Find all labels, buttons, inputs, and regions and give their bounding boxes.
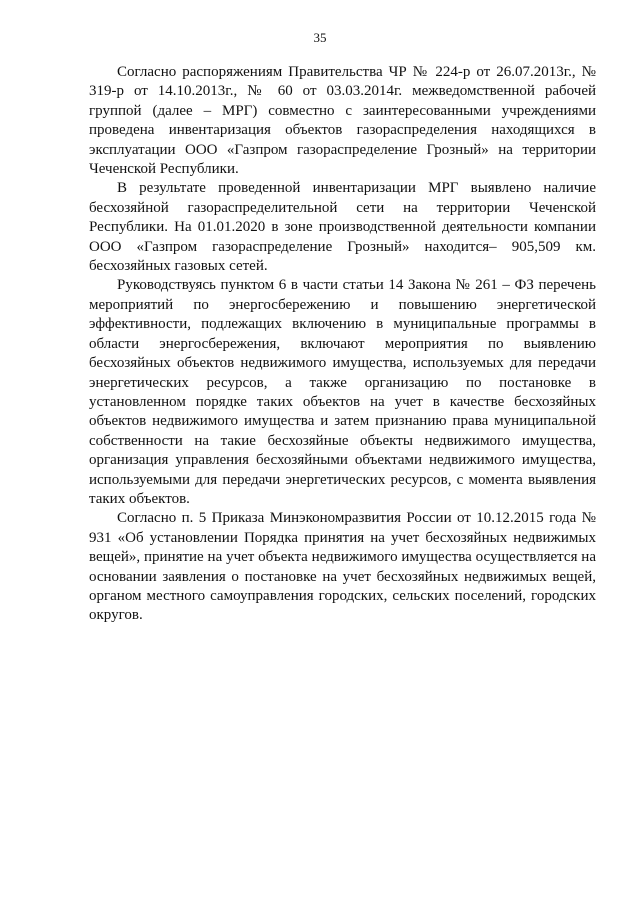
paragraph-order-931: Согласно п. 5 Приказа Минэкономразвития России от 10.12.2015 года № 931 «Об установлении Порядка принятия на учет бесхозяйных недвижимых вещей», принятие на учет объекта недвижимого имущества осуществляется на основании заявления о постановке на учет бесхозяйных недвижимых вещей, органом местного самоуправления городских, сельских поселений, городских округов. — [89, 510, 596, 624]
page-number: 35 — [313, 30, 327, 45]
paragraph-law-261: Руководствуясь пунктом 6 в части статьи 14 Закона № 261 – ФЗ перечень мероприятий по энергосбережению и повышению энергетической эффективности, подлежащих включению в муниципальные программы в области энергосбережения, включают мероприятия по выявлению бесхозяйных объектов недвижимого имущества, используемых для передачи энергетических ресурсов, а также организацию по постановке в установленном порядке таких объектов на учет в качестве бесхозяйных объектов недвижимого имущества и затем признанию права муниципальной собственности на такие бесхозяйные объекты недвижимого имущества, организация управления бесхозяйными объектами недвижимого имущества, используемыми для передачи энергетических ресурсов, с момента выявления таких объектов. — [89, 277, 596, 507]
paragraph-results: В результате проведенной инвентаризации МРГ выявлено наличие бесхозяйной газораспределительной сети на территории Чеченской Республики. На 01.01.2020 в зоне производственной деятельности компании ООО «Газпром газораспределение Грозный» находится– 905,509 км. бесхозяйных газовых сетей. — [89, 180, 596, 275]
paragraph-inventory: Согласно распоряжениям Правительства ЧР № 224-р от 26.07.2013г., № 319-р от 14.10.2013г., № 60 от 03.03.2014г. межведомственной рабочей группой (далее – МРГ) совместно с заинтересованными учреждениями проведена инвентаризация объектов газораспределения находящихся в эксплуатации ООО «Газпром газораспределение Грозный» на территории Чеченской Республики. — [89, 64, 596, 178]
document-body — [89, 63, 596, 626]
